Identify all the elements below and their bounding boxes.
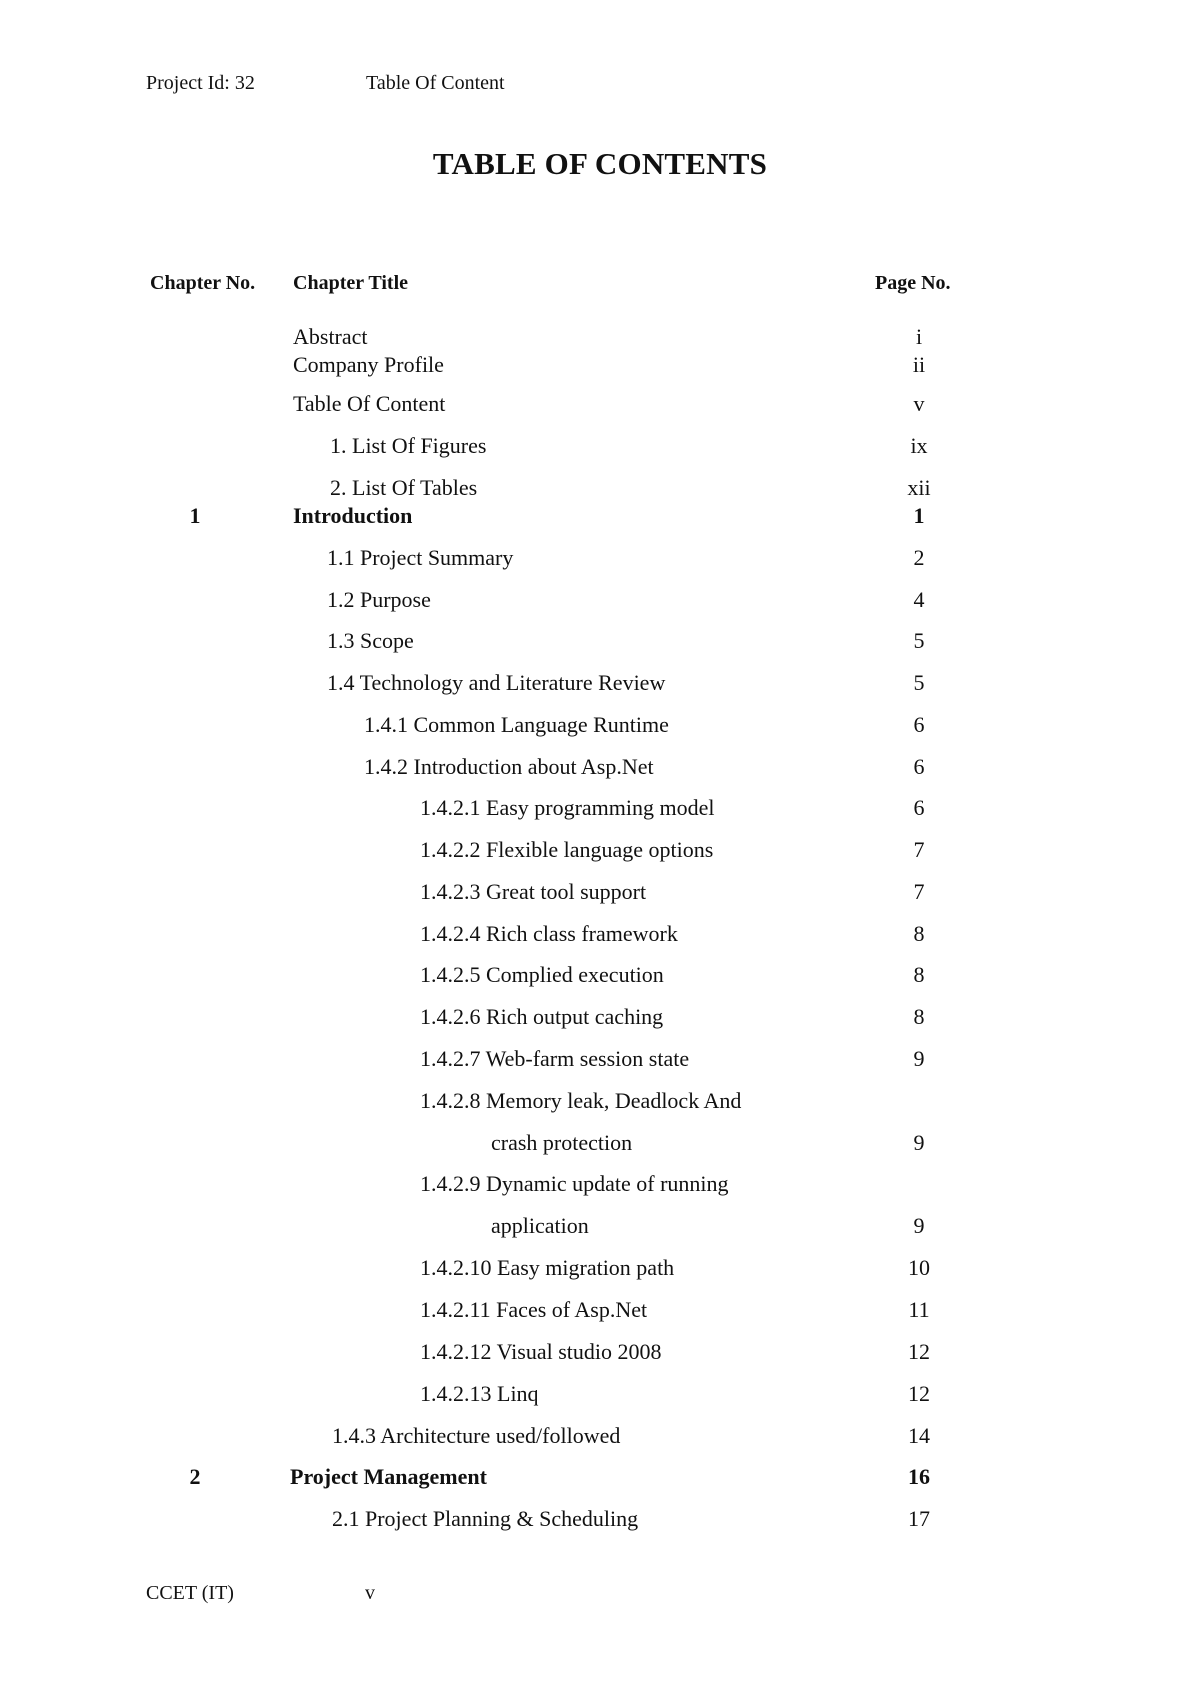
toc-entry [0,1209,1200,1243]
toc-page-number: 9 [913,1213,925,1238]
footer-department: CCET (IT) [146,1582,234,1604]
toc-entry [0,429,1200,463]
toc-page-number: 8 [913,1004,925,1029]
toc-page-number: 16 [908,1464,930,1489]
toc-entry [0,791,1200,825]
toc-entry-title: 1.4.2.10 Easy migration path [420,1255,675,1280]
toc-page-number: 9 [913,1130,925,1155]
footer-page-number: v [365,1582,375,1604]
toc-entry-title: 1.4.2.6 Rich output caching [420,1004,664,1029]
toc-entry-title: 1.4.2.1 Easy programming model [420,795,715,820]
toc-entry-title: Company Profile [293,352,444,377]
toc-entry-title: 1.4.2.9 Dynamic update of running [420,1171,729,1196]
toc-page-number: 6 [913,712,925,737]
toc-entry [0,750,1200,784]
toc-entry-title: 1.2 Purpose [327,587,431,612]
toc-entry-title: Table Of Content [293,391,446,416]
toc-page-number: 1 [913,503,925,528]
toc-page-number: ii [912,352,926,377]
toc-entry-title: Project Management [290,1464,487,1489]
toc-entry-title: 1.4.3 Architecture used/followed [332,1423,621,1448]
toc-entry [0,917,1200,951]
toc-entry-title: 1.4.2.12 Visual studio 2008 [420,1339,662,1364]
toc-page-number: 9 [913,1046,925,1071]
toc-entry [0,1251,1200,1285]
toc-page-number: 10 [908,1255,930,1280]
toc-entry-title: 1.4.2.5 Complied execution [420,962,664,987]
toc-page-number: 7 [913,837,925,862]
toc-entry [0,624,1200,658]
toc-entry-title: 1.1 Project Summary [327,545,514,570]
toc-chapter-number: 2 [189,1464,201,1489]
toc-entry-title: 1.4.2.3 Great tool support [420,879,647,904]
toc-entry-title: crash protection [491,1130,633,1155]
toc-entry [0,583,1200,617]
toc-entry-title: 1.3 Scope [327,628,414,653]
column-header-chapter-title: Chapter Title [293,272,409,294]
toc-page-number: 2 [913,545,925,570]
toc-entry [0,348,1200,382]
toc-entry [0,708,1200,742]
column-header-page-no: Page No. [875,272,951,294]
toc-entry [0,833,1200,867]
toc-chapter-row [0,1460,1200,1494]
toc-entry [0,1126,1200,1160]
toc-page-number: ix [910,433,928,458]
toc-page-number: 6 [913,795,925,820]
toc-chapter-number: 1 [189,503,201,528]
header-section-name: Table Of Content [366,72,505,94]
toc-page-number: 7 [913,879,925,904]
toc-entry [0,1335,1200,1369]
toc-entry-title: 1.4.2.7 Web-farm session state [420,1046,690,1071]
toc-entry [0,387,1200,421]
toc-page-number: i [915,324,923,349]
toc-page-number: 5 [913,628,925,653]
toc-entry [0,541,1200,575]
toc-entry-title: 1.4.2.4 Rich class framework [420,921,678,946]
toc-entry-title: application [491,1213,589,1238]
toc-entry [0,1042,1200,1076]
toc-entry-title: 1.4.1 Common Language Runtime [364,712,669,737]
toc-page-number: 12 [908,1339,930,1364]
toc-entry-title: 1.4.2.8 Memory leak, Deadlock And [420,1088,742,1113]
toc-page-number: 11 [908,1297,930,1322]
toc-entry [0,1000,1200,1034]
toc-entry [0,1084,1200,1118]
toc-entry-title: 1.4.2.2 Flexible language options [420,837,714,862]
toc-entry-title: 1.4 Technology and Literature Review [327,670,666,695]
toc-page-number: 12 [908,1381,930,1406]
toc-page-number: 4 [913,587,925,612]
toc-entry-title: 1.4.2.13 Linq [420,1381,539,1406]
toc-entry [0,875,1200,909]
toc-page-number: 8 [913,921,925,946]
toc-entry [0,958,1200,992]
toc-entry [0,666,1200,700]
toc-entry-title: 2. List Of Tables [330,475,478,500]
toc-entry-title: Abstract [293,324,368,349]
toc-page-number: 17 [908,1506,930,1531]
toc-entry-title: 1. List Of Figures [330,433,487,458]
toc-entry-title: 2.1 Project Planning & Scheduling [332,1506,639,1531]
toc-entry-title: Introduction [293,503,413,528]
toc-entry [0,1377,1200,1411]
toc-page-number: xii [907,475,931,500]
toc-entry-title: 1.4.2 Introduction about Asp.Net [364,754,654,779]
toc-page-number: 8 [913,962,925,987]
toc-entry [0,1293,1200,1327]
toc-entry [0,1167,1200,1201]
column-header-chapter-no: Chapter No. [150,272,256,294]
page-title: TABLE OF CONTENTS [432,146,768,181]
toc-page-number: 6 [913,754,925,779]
toc-entry-title: 1.4.2.11 Faces of Asp.Net [420,1297,648,1322]
toc-page-number: 14 [908,1423,930,1448]
header-project-id: Project Id: 32 [146,72,255,94]
toc-page-number: v [913,391,925,416]
toc-chapter-row [0,499,1200,533]
toc-entry [0,1502,1200,1536]
toc-page-number: 5 [913,670,925,695]
toc-entry [0,1419,1200,1453]
